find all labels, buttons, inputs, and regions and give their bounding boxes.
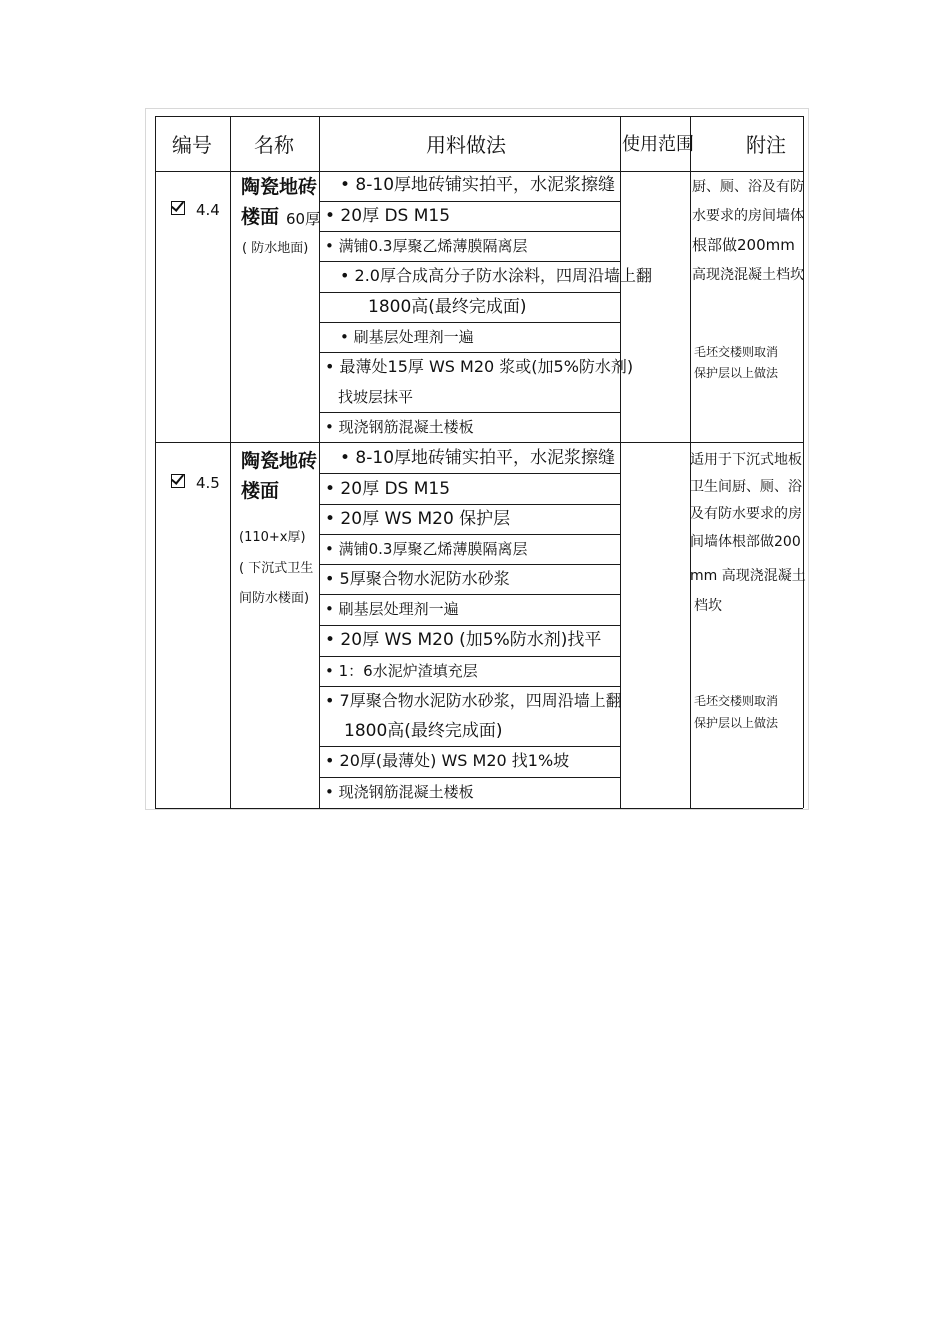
table-bottom-border [155,808,803,809]
checkbox-checked-icon[interactable] [171,474,185,488]
row-name: 楼面 [241,206,280,228]
method-row-line [319,292,620,293]
note-line: 根部做200mm [692,236,795,254]
method-line: • 20厚 DS M15 [325,479,451,499]
method-line: • 现浇钢筋混凝土楼板 [325,783,474,801]
header-note: 附注 [746,133,786,157]
note-line: 保护层以上做法 [694,716,779,730]
method-line: • 20厚 DS M15 [325,206,451,226]
note-line: 保护层以上做法 [694,366,779,380]
method-row-line [319,231,620,232]
row-name: 陶瓷地砖 [241,176,318,198]
method-row-line [319,322,620,323]
method-line: • 满铺0.3厚聚乙烯薄膜隔离层 [325,237,528,255]
row-name: 楼面 [241,480,280,502]
method-line: • 20厚 WS M20 保护层 [325,509,511,529]
method-row-line [319,473,620,474]
col-border-left [155,116,156,808]
method-line: • 20厚(最薄处) WS M20 找1%坡 [325,751,570,770]
method-line: • 1：6水泥炉渣填充层 [325,662,478,680]
method-line: • 2.0厚合成高分子防水涂料，四周沿墙上翻 [340,266,652,285]
header-name: 名称 [254,133,294,157]
method-line: • 最薄处15厚 WS M20 浆或(加5%防水剂) [325,357,634,376]
method-line: • 5厚聚合物水泥防水砂浆 [325,569,510,588]
row-code: 4.4 [196,201,220,219]
row-divider [155,442,803,443]
col-border-code [230,116,231,808]
method-row-line [319,261,620,262]
method-row-line [319,594,620,595]
note-line: 适用于下沉式地板 [690,452,802,468]
row-subtitle: 间防水楼面) [239,591,310,606]
note-line: 厨、厕、浴及有防 [692,179,804,195]
method-line: 1800高(最终完成面) [368,297,527,317]
method-row-line [319,686,620,687]
note-line: 水要求的房间墙体 [692,208,804,224]
method-line: • 8-10厚地砖铺实拍平，水泥浆擦缝 [340,175,616,195]
note-line: 档坎 [694,598,722,614]
method-row-line [319,777,620,778]
method-row-line [319,746,620,747]
method-line: • 20厚 WS M20 (加5%防水剂)找平 [325,630,602,650]
note-line: 卫生间厨、厕、浴 [690,479,802,495]
row-thickness: (110+x厚) [239,530,306,545]
method-row-line [319,201,620,202]
method-row-line [319,564,620,565]
row-code: 4.5 [196,474,220,492]
method-row-line [319,352,620,353]
note-line: 及有防水要求的房 [690,506,802,522]
row-thickness: 60厚 [286,210,321,228]
header-method: 用料做法 [426,133,506,157]
method-line: • 8-10厚地砖铺实拍平，水泥浆擦缝 [340,448,616,468]
method-line: 找坡层抹平 [338,388,414,406]
note-line: 间墙体根部做200 [690,534,801,550]
note-line: 毛坯交楼则取消 [694,345,779,359]
method-row-line [319,504,620,505]
method-row-line [319,534,620,535]
method-line: • 刷基层处理剂一遍 [340,328,474,346]
row-name: 陶瓷地砖 [241,450,318,472]
note-line: mm 高现浇混凝土 [690,568,806,584]
method-row-line [319,656,620,657]
method-line: 1800高(最终完成面) [344,721,503,741]
header-scope: 使用范围 [622,134,694,155]
method-line: • 刷基层处理剂一遍 [325,600,459,618]
method-row-line [319,412,620,413]
method-line: • 现浇钢筋混凝土楼板 [325,418,474,436]
row-subtitle: ( 防水地面) [242,241,309,256]
table-top-border [155,116,803,117]
note-line: 高现浇混凝土档坎 [692,267,804,283]
checkbox-checked-icon[interactable] [171,201,185,215]
header-bottom-border [155,171,803,172]
row-subtitle: ( 下沉式卫生 [239,561,314,576]
note-line: 毛坯交楼则取消 [694,694,779,708]
header-code: 编号 [172,133,212,157]
method-row-line [319,625,620,626]
method-line: • 7厚聚合物水泥防水砂浆，四周沿墙上翻 [325,691,622,710]
method-line: • 满铺0.3厚聚乙烯薄膜隔离层 [325,540,528,558]
